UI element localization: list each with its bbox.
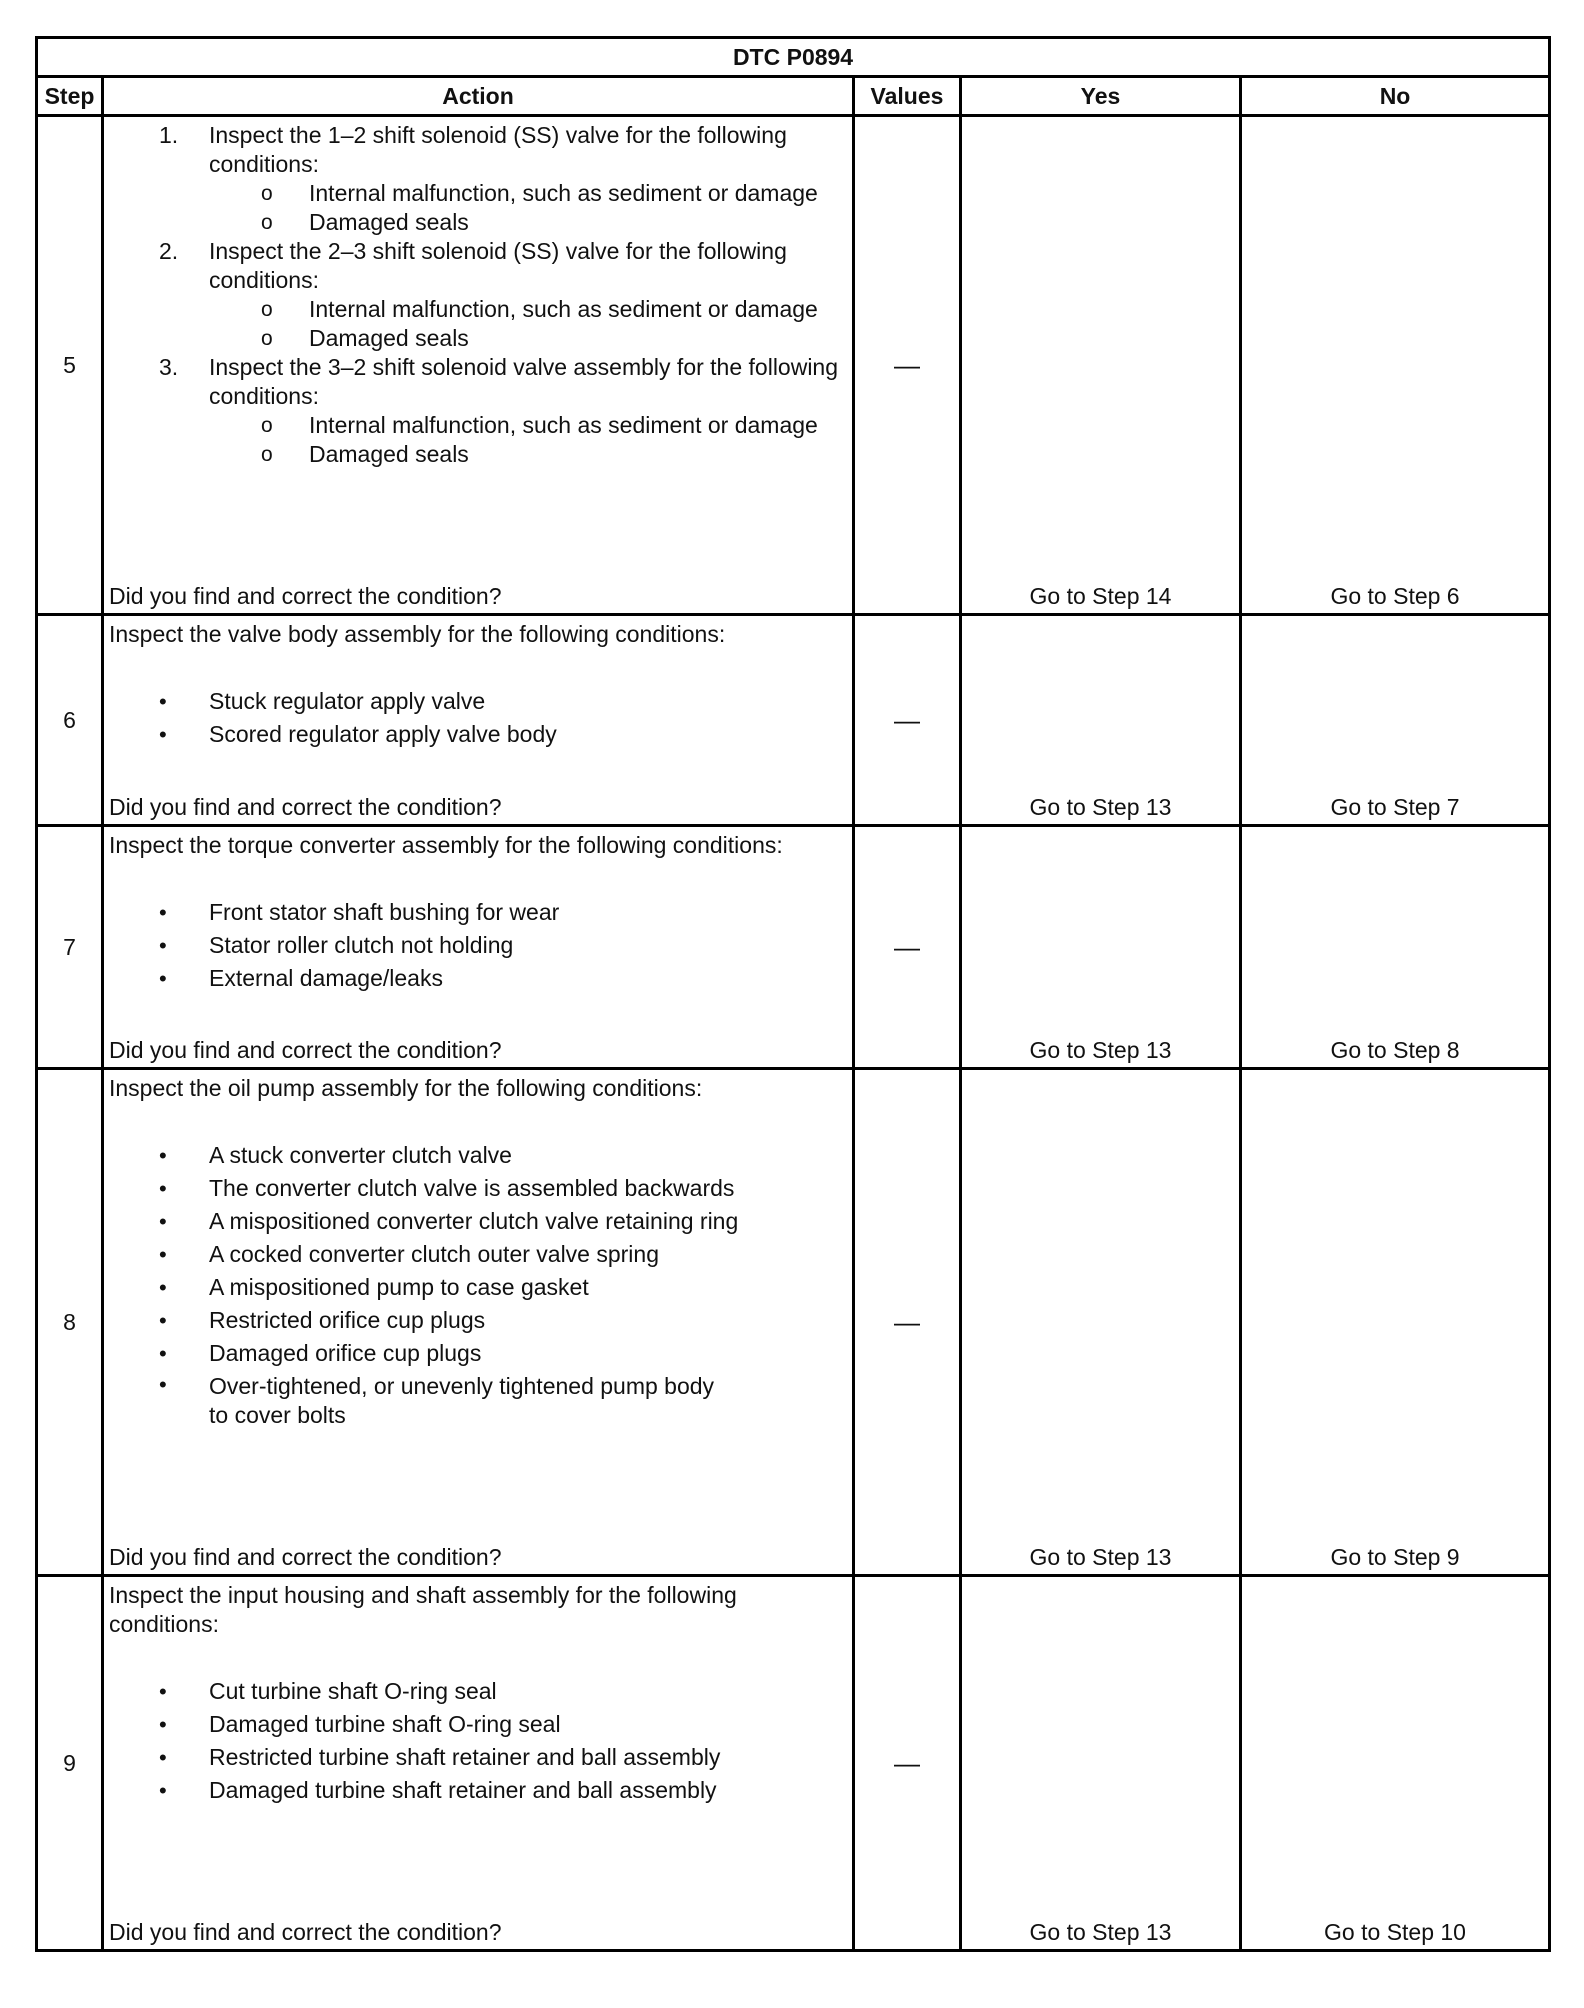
list-item: • Front stator shaft bushing for wear — [159, 899, 560, 925]
table-row — [37, 1576, 1550, 1951]
question-text: Did you find and correct the condition? — [109, 583, 502, 609]
action-cell — [103, 116, 854, 615]
list-item: • A stuck converter clutch valve — [159, 1142, 512, 1168]
list-item: • Restricted orifice cup plugs — [159, 1307, 486, 1333]
action-cell — [103, 1069, 854, 1576]
yes-link[interactable]: Go to Step 13 — [961, 1576, 1241, 1951]
action-cell — [103, 1576, 854, 1951]
question-text: Did you find and correct the condition? — [109, 1919, 502, 1945]
question-text: Did you find and correct the condition? — [109, 1037, 502, 1063]
list-item: • A mispositioned converter clutch valve retaining ring — [159, 1208, 739, 1234]
step-number: 5 — [37, 116, 103, 615]
no-link[interactable]: Go to Step 10 — [1241, 1576, 1550, 1951]
question-text: Did you find and correct the condition? — [109, 1544, 502, 1570]
bullet-list — [109, 1139, 848, 1430]
bullet-list — [109, 896, 848, 995]
step-number: 8 — [37, 1069, 103, 1576]
lead-text: Inspect the oil pump assembly for the following conditions: — [109, 1075, 703, 1101]
values-cell: — — [854, 1576, 961, 1951]
list-item: o Internal malfunction, such as sediment or damage — [261, 296, 818, 322]
table-row — [37, 116, 1550, 615]
list-item: o Damaged seals — [261, 209, 469, 235]
header-action: Action — [103, 77, 854, 116]
list-item: • A mispositioned pump to case gasket — [159, 1274, 589, 1300]
numbered-list — [109, 121, 848, 469]
table-title: DTC P0894 — [37, 38, 1550, 77]
yes-link[interactable]: Go to Step 13 — [961, 1069, 1241, 1576]
dtc-table — [35, 36, 1551, 1952]
list-item: 2. Inspect the 2–3 shift solenoid (SS) valve for the following conditions: o Internal malfunction, such as sediment or damage o Damaged seals — [109, 237, 848, 353]
list-item: • Over-tightened, or unevenly tightened pump body to cover bolts — [159, 1372, 715, 1428]
lead-text: Inspect the input housing and shaft assembly for the following conditions: — [109, 1582, 737, 1637]
list-item: o Damaged seals — [261, 325, 469, 351]
list-item: • The converter clutch valve is assembled backwards — [159, 1175, 735, 1201]
header-values: Values — [854, 77, 961, 116]
lead-text: Inspect the valve body assembly for the following conditions: — [109, 621, 726, 647]
lead-text: Inspect the torque converter assembly for the following conditions: — [109, 832, 783, 858]
table-row — [37, 615, 1550, 826]
list-item: • Damaged turbine shaft O-ring seal — [159, 1711, 561, 1737]
bullet-list — [109, 685, 848, 751]
list-item: • Damaged orifice cup plugs — [159, 1340, 482, 1366]
step-number: 7 — [37, 826, 103, 1069]
list-item: • External damage/leaks — [159, 965, 443, 991]
bullet-list — [109, 1675, 848, 1807]
list-item: 1. Inspect the 1–2 shift solenoid (SS) valve for the following conditions: o Internal malfunction, such as sediment or damage o Damaged seals — [109, 121, 848, 237]
list-item: • A cocked converter clutch outer valve spring — [159, 1241, 660, 1267]
values-cell: — — [854, 826, 961, 1069]
list-item: o Internal malfunction, such as sediment or damage — [261, 412, 818, 438]
action-cell — [103, 615, 854, 826]
list-item: 3. Inspect the 3–2 shift solenoid valve assembly for the following conditions: o Internal malfunction, such as sediment or damage o Damaged seals — [109, 353, 848, 469]
yes-link[interactable]: Go to Step 13 — [961, 826, 1241, 1069]
step-number: 6 — [37, 615, 103, 826]
list-item: • Scored regulator apply valve body — [159, 721, 557, 747]
table-row — [37, 826, 1550, 1069]
list-item: • Restricted turbine shaft retainer and ball assembly — [159, 1744, 721, 1770]
values-cell: — — [854, 1069, 961, 1576]
list-item: • Stuck regulator apply valve — [159, 688, 486, 714]
list-item: • Damaged turbine shaft retainer and ball assembly — [159, 1777, 717, 1803]
action-cell — [103, 826, 854, 1069]
list-item: • Cut turbine shaft O-ring seal — [159, 1678, 497, 1704]
header-no: No — [1241, 77, 1550, 116]
yes-link[interactable]: Go to Step 13 — [961, 615, 1241, 826]
values-cell: — — [854, 615, 961, 826]
question-text: Did you find and correct the condition? — [109, 794, 502, 820]
header-step: Step — [37, 77, 103, 116]
no-link[interactable]: Go to Step 8 — [1241, 826, 1550, 1069]
list-item: o Internal malfunction, such as sediment or damage — [261, 180, 818, 206]
list-item: • Stator roller clutch not holding — [159, 932, 514, 958]
diagnostic-table-sheet — [35, 36, 1548, 1952]
no-link[interactable]: Go to Step 6 — [1241, 116, 1550, 615]
header-yes: Yes — [961, 77, 1241, 116]
no-link[interactable]: Go to Step 9 — [1241, 1069, 1550, 1576]
step-number: 9 — [37, 1576, 103, 1951]
table-row — [37, 1069, 1550, 1576]
no-link[interactable]: Go to Step 7 — [1241, 615, 1550, 826]
list-item: o Damaged seals — [261, 441, 469, 467]
yes-link[interactable]: Go to Step 14 — [961, 116, 1241, 615]
values-cell: — — [854, 116, 961, 615]
